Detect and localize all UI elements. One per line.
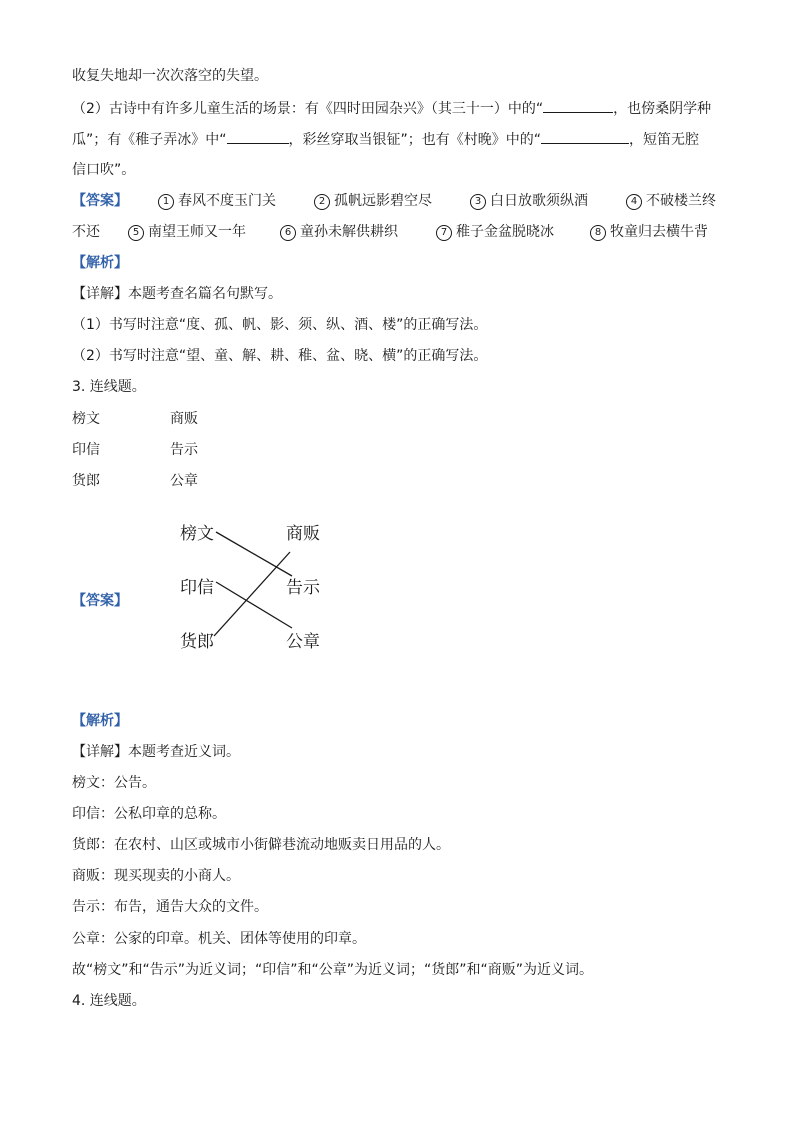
diagram-right-word: 公章 xyxy=(286,632,320,652)
match-line xyxy=(216,532,292,576)
number-badge: 6 xyxy=(280,225,296,241)
text-line: 信口吹”。 xyxy=(72,162,136,178)
answer-blank[interactable] xyxy=(227,129,289,144)
definition-line: 货郎：在农村、山区或城市小街僻巷流动地贩卖日用品的人。 xyxy=(72,837,450,853)
text-segment: ，短笛无腔 xyxy=(629,132,700,148)
right-word: 告示 xyxy=(170,442,198,458)
number-badge: 2 xyxy=(314,194,330,210)
definition-line: 印信：公私印章的总称。 xyxy=(72,806,226,822)
answer-item xyxy=(314,191,432,211)
answer-item xyxy=(280,222,398,242)
analysis-tag: 【解析】 xyxy=(72,713,128,729)
diagram-right-word: 商贩 xyxy=(286,524,320,544)
number-badge: 4 xyxy=(626,194,642,210)
left-word: 榜文 xyxy=(72,411,100,427)
answer-text: 童孙未解供耕织 xyxy=(300,224,398,240)
detail-line: 【详解】本题考查名篇名句默写。 xyxy=(72,286,282,302)
answer-text: 不破楼兰终 xyxy=(646,193,716,209)
right-word: 公章 xyxy=(170,473,198,489)
diagram-left-word: 印信 xyxy=(180,578,214,598)
conclusion-line: 故“榜文”和“告示”为近义词；“印信”和“公章”为近义词；“货郎”和“商贩”为近义词。 xyxy=(72,962,594,978)
left-word: 货郎 xyxy=(72,473,100,489)
definition-line: 公章：公家的印章。机关、团体等使用的印章。 xyxy=(72,931,366,947)
definition-line: 商贩：现买现卖的小商人。 xyxy=(72,868,240,884)
answer-text: 孤帆远影碧空尽 xyxy=(334,193,432,209)
diagram-left-word: 榜文 xyxy=(180,524,214,544)
question-4-title: 4. 连线题。 xyxy=(72,993,146,1009)
number-badge: 1 xyxy=(158,194,174,210)
answer-item xyxy=(626,191,716,211)
text-line: 收复失地却一次次落空的失望。 xyxy=(72,68,268,84)
answer-item xyxy=(470,191,588,211)
detail-line: 【详解】本题考查近义词。 xyxy=(72,744,240,760)
answer-text: 南望王师又一年 xyxy=(148,224,246,240)
left-word: 印信 xyxy=(72,442,100,458)
answer-text: 牧童归去横牛背 xyxy=(610,224,708,240)
definition-line: 告示：布告，通告大众的文件。 xyxy=(72,899,268,915)
diagram-right-word: 告示 xyxy=(286,578,320,598)
answer-blank[interactable] xyxy=(543,98,613,113)
text-segment: ，彩丝穿取当银钲”；也有《村晚》中的“ xyxy=(288,132,542,148)
question-3-title: 3. 连线题。 xyxy=(72,379,146,395)
matching-diagram xyxy=(170,512,340,662)
text-segment: 瓜”；有《稚子弄冰》中“ xyxy=(72,132,227,148)
answer-text: 白日放歌须纵酒 xyxy=(490,193,588,209)
number-badge: 7 xyxy=(436,225,452,241)
right-word: 商贩 xyxy=(170,411,198,427)
text-segment: （2）古诗中有许多儿童生活的场景：有《四时田园杂兴》（其三十一）中的“ xyxy=(72,101,544,117)
definition-line: 榜文：公告。 xyxy=(72,775,156,791)
answer-text: 稚子金盆脱晓冰 xyxy=(456,224,554,240)
answer-item xyxy=(436,222,554,242)
answer-wrap-text: 不还 xyxy=(72,224,100,240)
question-2-line-2 xyxy=(72,129,699,150)
diagram-left-word: 货郎 xyxy=(180,632,214,652)
number-badge: 3 xyxy=(470,194,486,210)
text-line: （1）书写时注意“度、孤、帆、影、须、纵、酒、楼”的正确写法。 xyxy=(72,317,488,333)
match-line xyxy=(214,552,290,636)
answer-item xyxy=(128,222,246,242)
number-badge: 5 xyxy=(128,225,144,241)
answer-text: 春风不度玉门关 xyxy=(178,193,276,209)
text-line: （2）书写时注意“望、童、解、耕、稚、盆、晓、横”的正确写法。 xyxy=(72,348,488,364)
number-badge: 8 xyxy=(590,225,606,241)
question-2-line-1 xyxy=(72,98,711,119)
answer-tag: 【答案】 xyxy=(72,593,128,609)
answer-item xyxy=(590,222,708,242)
text-segment: ，也傍桑阴学种 xyxy=(613,101,712,117)
answer-item xyxy=(158,191,276,211)
answer-tag: 【答案】 xyxy=(72,193,128,209)
analysis-tag: 【解析】 xyxy=(72,255,128,271)
answer-blank[interactable] xyxy=(541,129,629,144)
